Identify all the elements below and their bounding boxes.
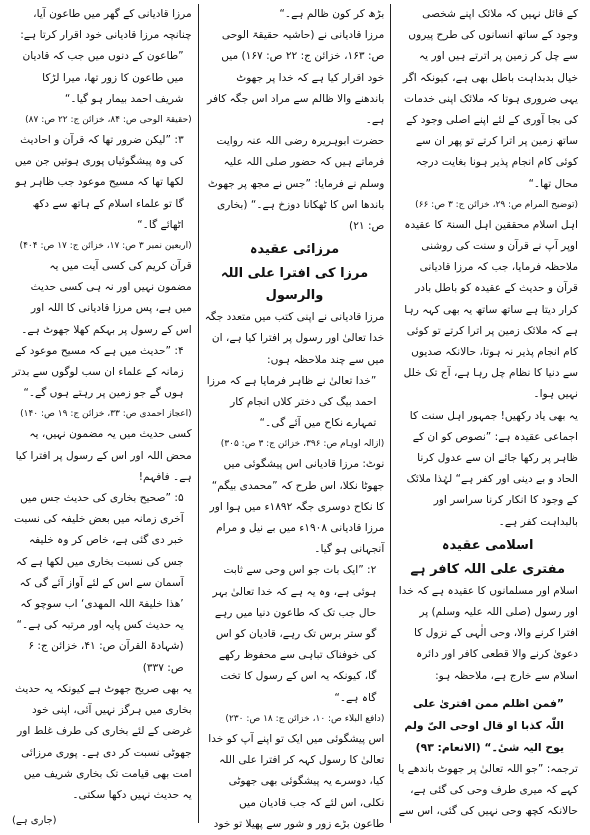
citation: (حقیقۃ الوحی ص: ۸۴، خزائن ج: ۲۲ ص: ۸۷) [25,115,192,126]
paragraph: اہل اسلام محققین اہل السنۃ کا عقیدہ اوپر آپ نے قرآن و سنت کی روشنی ملاحظہ فرمایا، جب کہ مرزا قادیانی قرآن و حدیث کے عقیدہ کو باطل بادر کرار دیتا ہے ساتھ ساتھ یہ بھی کہہ رہا ہے کہ ملائک زمین پر اترا کرتے تو کوئی کام انجام پذیر نہ ہوتا، حالانکہ صدیوں سے دنیا کا نظام چل رہا ہے، آج تک خلل نہیں ہوا۔ [403,218,578,401]
arabic-verse: ”فمن اظلم ممن افتریٰ علی اللّٰہ کذبا او قال اوحی الیّ ولم یوح الیہ شیٔ۔“ (الانعام: ۹۳) [404,696,564,754]
quotation: ۴: ”حدیث میں ہے کہ مسیح موعود کے زمانہ کے علماء ان سب لوگوں سے بدتر ہوں گے جو زمین پر رہتے ہوں گے۔“ [12,344,184,400]
citation: (دافع البلاء ص: ۱۰، خزائن ج: ۱۸ ص: ۲۳۰) [225,713,385,724]
paragraph: مرزا قادیانی نے (حاشیہ حقیقۃ الوحی ص: ۱۶۳، خزائن ج: ۲۲ ص: ۱۶۷) میں خود اقرار کیا ہے کہ خدا پر جھوٹ باندھنے والا ظالم سے مراد اس جگہ کافر ہے۔ [207,29,385,127]
quotation: ”طاعون کے دنوں میں جب کہ قادیان میں طاعون کا زور تھا، میرا لڑکا شریف احمد بیمار ہو گیا۔“ [22,50,184,105]
section-heading: اسلامی عقیدہ [441,537,534,553]
text-column-2 [199,4,392,830]
paragraph: مرزا قادیانی نے اپنی کتب میں متعدد جگہ خدا تعالیٰ اور رسول پر افترا کیا ہے، ان میں سے چند ملاحظہ ہوں: [204,311,385,366]
paragraph: اس پیشگوئی میں ایک تو اپنے آپ کو خدا تعالیٰ کا رسول کہہ کر افترا علی اللہ کیا، دوسرے یہ پیشگوئی بھی جھوٹی نکلی، اس لئے کہ جب قادیان میں طاعون بڑے زور و شور سے پھیلا تو خود [208,732,385,830]
quotation: ”خدا تعالیٰ نے ظاہر فرمایا ہے کہ مرزا احمد بیگ کی دختر کلاں انجام کار تمہارے نکاح میں آئے گی۔“ [206,374,377,430]
paragraph: اسلام اور مسلمانوں کا عقیدہ ہے کہ خدا اور رسول (صلی اللہ علیہ وسلم) پر افترا کرنے والا، وحی الٰہی کے نزول کا دعویٰ کرنے والا قطعی کافر اور دائرہ اسلام سے خارج ہے، ملاحظہ ہو: [398,584,578,682]
citation: (اربعین نمبر ۳ ص: ۱۷، خزائن ج: ۱۷ ص: ۴۰۴) [19,241,192,252]
paragraph: ترجمہ: ”جو اللہ تعالیٰ پر جھوٹ باندھے یا کہے کہ میری طرف وحی کی گئی ہے، حالانکہ کچھ وحی نہیں کی گئی، اس سے [398,762,578,818]
paragraph: بڑھ کر کون ظالم ہے۔“ [279,8,385,20]
paragraph: یہ بھی یاد رکھیں! جمہور اہل سنت کا اجماعی عقیدہ ہے: ”نصوص کو ان کے ظاہر پر رکھا جائے ان سے عدول کرنا الحاد و بے دینی اور کفر ہے“ لہٰذا ملائک کے وجود کا انکار کرنا سراسر اور بالبداہت کفر ہے۔ [406,409,578,528]
citation: (اعجاز احمدی ص: ۳۳، خزائن ج: ۱۹ ص: ۱۴۰) [20,409,192,420]
section-heading: مفتری علی اللہ کافر ہے [410,561,566,577]
quotation: ۵: ”صحیح بخاری کی حدیث جس میں آخری زمانہ میں بعض خلیفہ کی نسبت خبر دی گئی ہے، خاص کر وہ خلیفہ جس کی نسبت بخاری میں لکھا ہے کہ آسمان سے اس کے لئے آواز آئے گی کہ ’ھذا خلیفۃ اللہ المھدی‘ اب سوچو کہ یہ حدیث کس پایہ اور مرتبہ کی ہے۔“ (شہادۃ القرآن ص: ۴۱، خزائن ج: ۶ ص: ۳۳۷) [13,492,184,674]
section-heading: مرزائی عقیدہ [249,242,340,258]
text-column-3 [6,4,199,827]
citation: (توضیح المرام ص: ۲۹، خزائن ج: ۳ ص: ۶۶) [415,199,578,210]
section-heading: مرزا کی افترا علی اللہ والرسول [220,266,369,304]
paragraph: قرآن کریم کی کسی آیت میں یہ مضمون نہیں اور نہ ہی کسی حدیث میں ہے، پس مرزا قادیانی کا اللہ اور اس کے رسول پر بہکم کھلا جھوٹ ہے۔ [21,260,192,336]
quotation: ۲: ”ایک بات جو اس وحی سے ثابت ہوئی ہے، وہ یہ ہے کہ خدا تعالیٰ بہر حال جب تک کہ طاعون دنیا میں رہے گو ستر برس تک رہے، قادیان کو اس کی خوفناک تباہی سے محفوظ رکھے گا، کیونکہ یہ اس کے رسول کا تخت گاہ ہے۔“ [212,564,377,704]
column-container [6,4,584,830]
paragraph: کے قائل نہیں کہ ملائک اپنے شخصی وجود کے ساتھ انسانوں کی طرح پیروں سے چل کر زمین پر اترتے ہیں اور یہ خیال بدبداہت باطل بھی ہے، کیونکہ اگر یہی ضروری ہوتا کہ ملائک اپنی خدمات کی بجا آوری کے لئے اپنے اصلی وجود کے ساتھ زمین پر اترا کرتے تو پھر ان سے کوئی کام انجام پذیر ہونا بغایت درجہ محال تھا۔“ [402,8,578,190]
paragraph: مرزا قادیانی کے گھر میں طاعون آیا، چنانچہ مرزا قادیانی خود اقرار کرتا ہے: [20,8,192,42]
paragraph: کسی حدیث میں یہ مضمون نہیں، یہ محض اللہ اور اس کے رسول پر افترا کیا ہے۔ فافہم! [15,428,192,483]
text-column-1 [391,4,584,823]
paragraph: یہ بھی صریح جھوٹ ہے کیونکہ یہ حدیث بخاری میں ہرگز نہیں آئی، اپنی خود غرضی کے لئے بخاری کی طرف غلط اور جھوٹی نسبت کر دی ہے۔ پوری مرزائی امت بھی قیامت تک بخاری شریف میں یہ حدیث نہیں دکھا سکتی۔ [15,682,192,801]
continued-note: (جاری ہے) [11,815,57,827]
paragraph: حضرت ابوہریرہ رضی اللہ عنہ روایت فرماتے ہیں کہ حضور صلی اللہ علیہ وسلم نے فرمایا: ”جس نے مجھ پر جھوٹ باندھا اس کا ٹھکانا دوزخ ہے۔“ (بخاری ص: ۲۱) [207,135,385,233]
quotation: ۳: ”لیکن ضرور تھا کہ قرآن و احادیث کی وہ پیشگوئیاں پوری ہوتیں جن میں لکھا تھا کہ مسیح موعود جب ظاہر ہو گا تو علماء اسلام کے ہاتھ سے دکھ اٹھائے گا۔“ [14,134,184,231]
citation: (ازالہ اوہام ص: ۳۹۶، خزائن ج: ۳ ص: ۳۰۵) [220,439,385,450]
paragraph: نوٹ: مرزا قادیانی اس پیشگوئی میں جھوٹا نکلا، اس طرح کہ ”محمدی بیگم“ کا نکاح دوسری جگہ ۱۸۹۲ء میں ہوا اور مرزا قادیانی ۱۹۰۸ء میں بے نیل و مرام آنجہانی ہو گیا۔ [209,458,385,556]
